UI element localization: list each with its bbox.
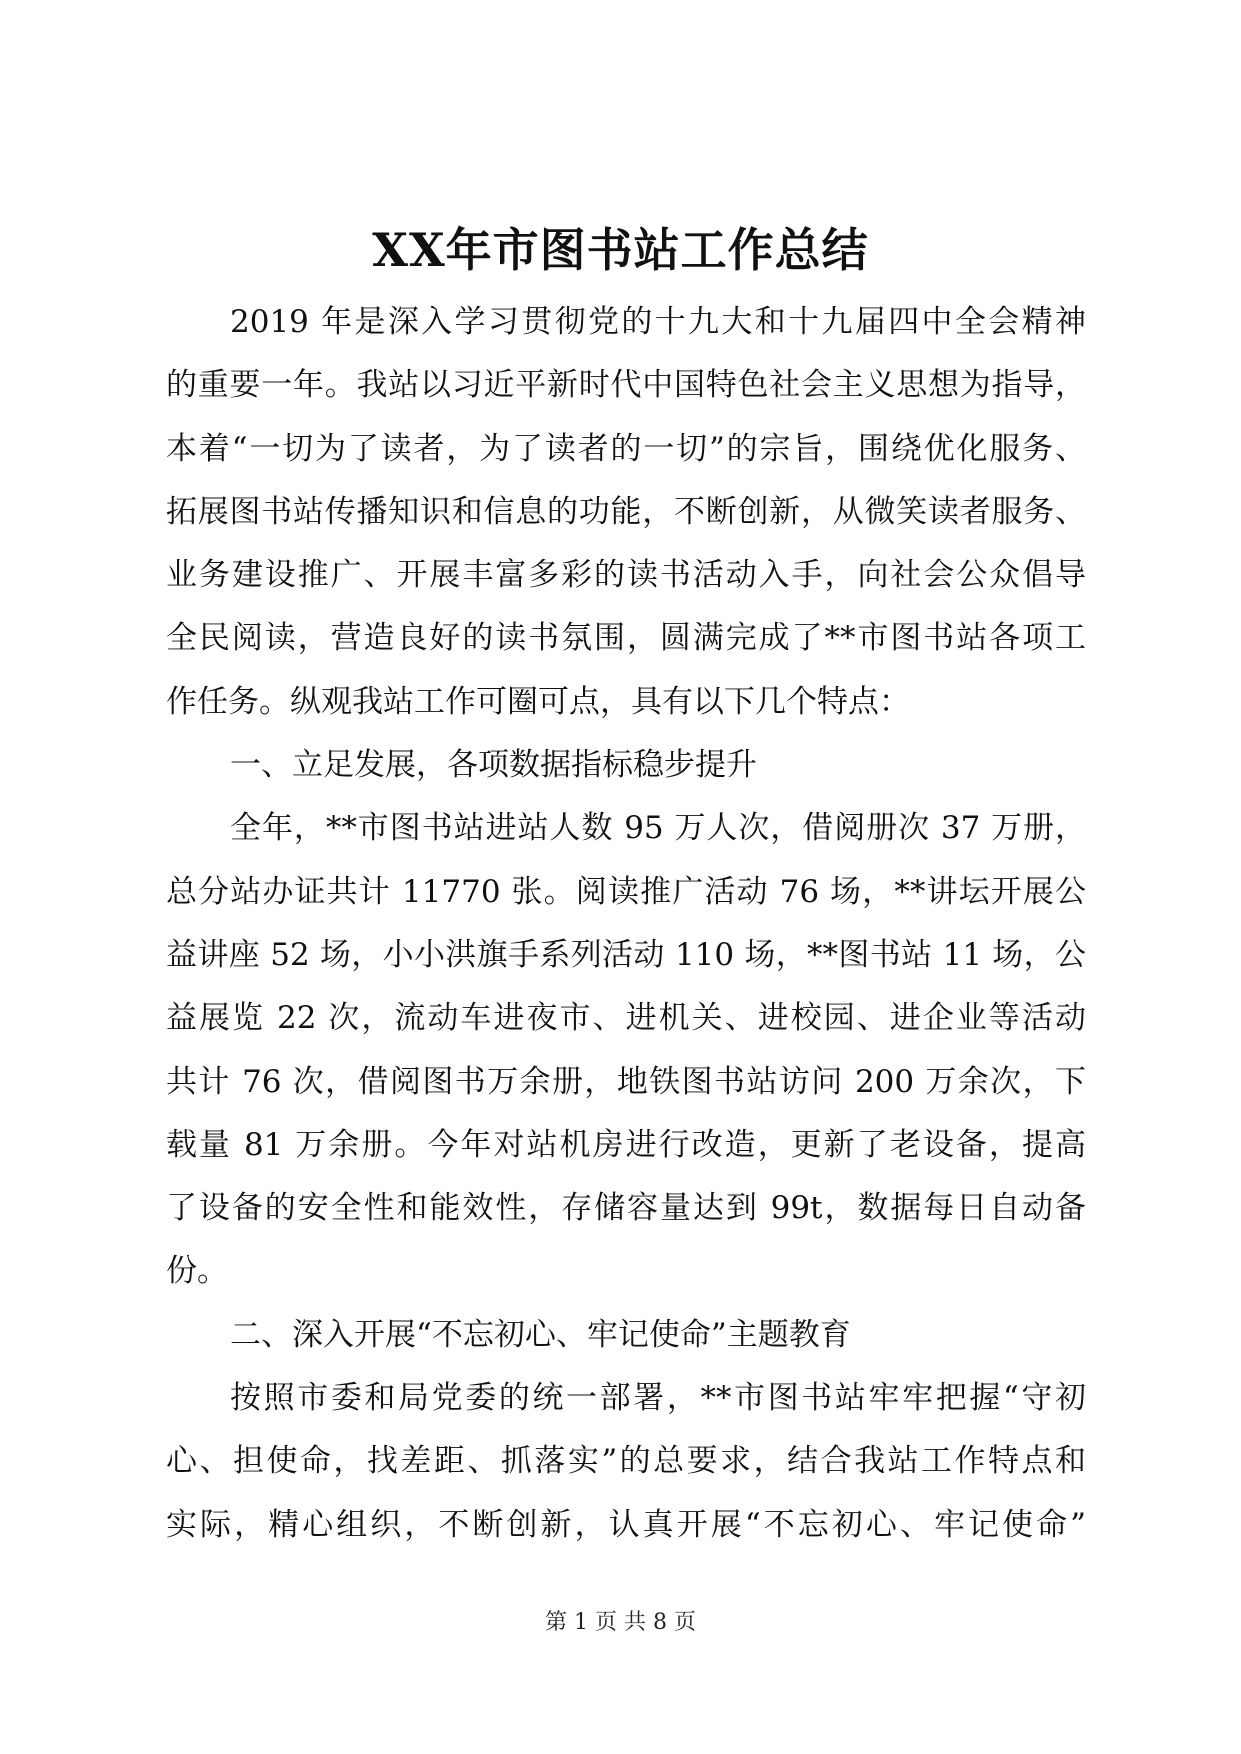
paragraph-line: 拓展图书站传播知识和信息的功能，不断创新，从微笑读者服务、 xyxy=(166,493,1086,530)
paragraph-line: 份。 xyxy=(166,1253,228,1290)
paragraph-line: 2019 年是深入学习贯彻党的十九大和十九届四中全会精神 xyxy=(230,304,1086,340)
paragraph-line: 作任务。纵观我站工作可圈可点，具有以下几个特点： xyxy=(166,683,910,720)
paragraph-line: 心、担使命，找差距、抓落实”的总要求，结合我站工作特点和 xyxy=(166,1443,1086,1480)
paragraph-line: 实际，精心组织，不断创新，认真开展“不忘初心、牢记使命” xyxy=(166,1506,1086,1543)
section-heading: 一、立足发展，各项数据指标稳步提升 xyxy=(230,747,757,784)
paragraph-line: 业务建设推广、开展丰富多彩的读书活动入手，向社会公众倡导 xyxy=(166,557,1086,594)
paragraph-line: 的重要一年。我站以习近平新时代中国特色社会主义思想为指导， xyxy=(166,367,1086,404)
page-footer: 第 1 页 共 8 页 xyxy=(545,1610,696,1635)
section-heading: 二、深入开展“不忘初心、牢记使命”主题教育 xyxy=(230,1316,851,1353)
paragraph-line: 益讲座 52 场，小小洪旗手系列活动 110 场，**图书站 11 场，公 xyxy=(166,936,1086,973)
paragraph-line: 按照市委和局党委的统一部署，**市图书站牢牢把握“守初 xyxy=(230,1380,1086,1417)
document-title: XX年市图书站工作总结 xyxy=(372,223,869,277)
paragraph-line: 全年，**市图书站进站人数 95 万人次，借阅册次 37 万册， xyxy=(230,810,1086,847)
paragraph-line: 益展览 22 次，流动车进夜市、进机关、进校园、进企业等活动 xyxy=(166,1000,1086,1037)
paragraph-line: 共计 76 次，借阅图书万余册，地铁图书站访问 200 万余次，下 xyxy=(166,1063,1086,1100)
document-body xyxy=(166,291,1086,1557)
paragraph-line: 总分站办证共计 11770 张。阅读推广活动 76 场，**讲坛开展公 xyxy=(166,873,1086,910)
paragraph-line: 本着“一切为了读者，为了读者的一切”的宗旨，围绕优化服务、 xyxy=(166,430,1086,467)
paragraph-line: 了设备的安全性和能效性，存储容量达到 99t，数据每日自动备 xyxy=(166,1190,1086,1227)
paragraph-line: 全民阅读，营造良好的读书氛围，圆满完成了**市图书站各项工 xyxy=(166,620,1086,657)
paragraph-line: 载量 81 万余册。今年对站机房进行改造，更新了老设备，提高 xyxy=(166,1126,1086,1163)
